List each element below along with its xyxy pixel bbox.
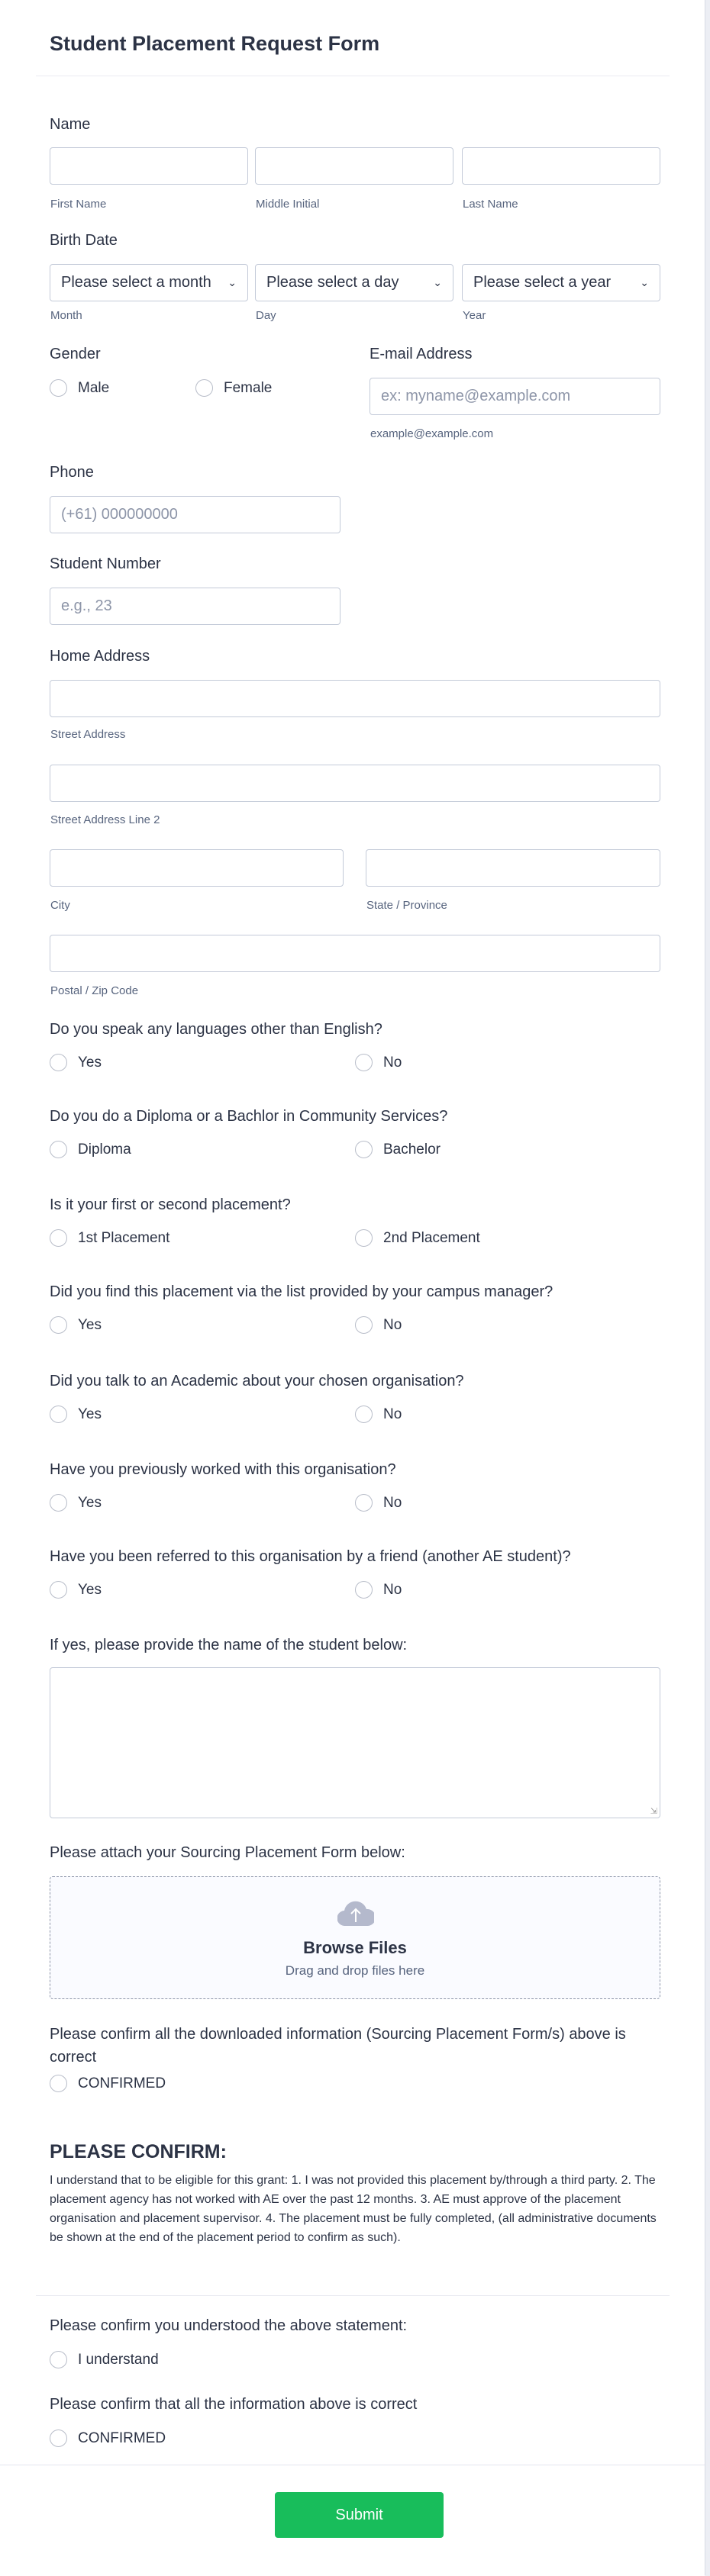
year-select[interactable] — [462, 264, 660, 301]
year-select-value: Please select a year — [473, 274, 612, 291]
student-name-label: If yes, please provide the name of the student below: — [50, 1637, 408, 1653]
radio-label: Yes — [78, 1494, 102, 1511]
resize-handle-icon[interactable]: ⇲ — [650, 1807, 657, 1816]
question-option-radio[interactable] — [355, 1054, 402, 1071]
question-label: Do you do a Diploma or a Bachlor in Community Services? — [50, 1108, 448, 1125]
radio-label: No — [383, 1316, 402, 1333]
phone-input[interactable] — [50, 496, 340, 533]
radio-label: Yes — [78, 1316, 102, 1333]
question-option-radio[interactable] — [355, 1406, 402, 1423]
radio-circle-icon — [50, 2351, 67, 2368]
city-sublabel: City — [50, 899, 70, 912]
form-title: Student Placement Request Form — [50, 32, 380, 55]
street-address-line2-sublabel: Street Address Line 2 — [50, 813, 160, 826]
radio-label: No — [383, 1581, 402, 1598]
phone-label: Phone — [50, 464, 94, 481]
street-address-sublabel: Street Address — [50, 728, 126, 741]
confirm-download-radio[interactable] — [50, 2075, 166, 2092]
email-sublabel: example@example.com — [370, 427, 494, 440]
question-option-radio[interactable] — [355, 1581, 402, 1599]
radio-label: Yes — [78, 1406, 102, 1422]
browse-files-button[interactable]: Browse Files — [303, 1938, 407, 1957]
radio-circle-icon — [355, 1581, 373, 1599]
question-label: Did you find this placement via the list provided by your campus manager? — [50, 1283, 553, 1300]
radio-label: 2nd Placement — [383, 1229, 480, 1246]
radio-label: No — [383, 1494, 402, 1511]
confirm-all-label: Please confirm that all the information above is correct — [50, 2396, 418, 2413]
radio-circle-icon — [355, 1316, 373, 1334]
radio-circle-icon — [355, 1229, 373, 1247]
question-option-radio[interactable] — [355, 1494, 402, 1512]
file-upload-dropzone[interactable] — [50, 1876, 660, 1999]
form-footer — [0, 2465, 705, 2576]
student-number-label: Student Number — [50, 555, 161, 572]
confirm-download-label: Please confirm all the downloaded information (Sourcing Placement Form/s) above is correct — [50, 2026, 626, 2066]
radio-circle-icon — [50, 1581, 67, 1599]
last-name-sublabel: Last Name — [463, 198, 518, 211]
question-option-radio[interactable] — [355, 1141, 441, 1158]
radio-circle-icon — [50, 1316, 67, 1334]
chevron-down-icon: ⌄ — [228, 276, 237, 288]
middle-initial-input[interactable] — [255, 147, 453, 185]
street-address-line2-input[interactable] — [50, 765, 660, 802]
statement-divider — [36, 2295, 670, 2296]
month-sublabel: Month — [50, 309, 82, 322]
question-label: Do you speak any languages other than English? — [50, 1021, 382, 1038]
radio-circle-icon — [50, 1054, 67, 1071]
first-name-input[interactable] — [50, 147, 248, 185]
student-number-input[interactable] — [50, 588, 340, 625]
middle-initial-sublabel: Middle Initial — [256, 198, 320, 211]
month-select-value: Please select a month — [61, 274, 211, 291]
radio-circle-icon — [355, 1406, 373, 1423]
radio-label: Yes — [78, 1581, 102, 1598]
radio-label: Bachelor — [383, 1141, 441, 1158]
postal-code-sublabel: Postal / Zip Code — [50, 984, 139, 997]
email-label: E-mail Address — [370, 346, 473, 362]
radio-label: Female — [224, 379, 273, 396]
radio-circle-icon — [355, 1494, 373, 1512]
question-option-radio[interactable] — [50, 1494, 102, 1512]
question-option-radio[interactable] — [355, 1229, 480, 1247]
name-label: Name — [50, 116, 91, 133]
question-option-radio[interactable] — [50, 1229, 169, 1247]
first-name-sublabel: First Name — [50, 198, 107, 211]
email-placeholder: ex: myname@example.com — [381, 388, 571, 404]
radio-circle-icon — [195, 379, 213, 397]
last-name-input[interactable] — [462, 147, 660, 185]
radio-circle-icon — [50, 379, 67, 397]
phone-placeholder: (+61) 000000000 — [61, 506, 178, 523]
student-number-placeholder: e.g., 23 — [61, 597, 112, 614]
birth-date-label: Birth Date — [50, 232, 118, 249]
month-select[interactable] — [50, 264, 248, 301]
question-label: Did you talk to an Academic about your chosen organisation? — [50, 1373, 464, 1389]
radio-circle-icon — [50, 1229, 67, 1247]
radio-label: No — [383, 1054, 402, 1071]
state-input[interactable] — [366, 849, 660, 887]
confirm-all-radio[interactable] — [50, 2429, 166, 2447]
radio-circle-icon — [50, 1141, 67, 1158]
chevron-down-icon: ⌄ — [640, 276, 649, 288]
radio-circle-icon — [355, 1054, 373, 1071]
question-option-radio[interactable] — [50, 1054, 102, 1071]
drag-drop-hint: Drag and drop files here — [285, 1963, 425, 1978]
submit-button[interactable]: Submit — [275, 2492, 444, 2538]
radio-label: No — [383, 1406, 402, 1422]
year-sublabel: Year — [463, 309, 486, 322]
question-label: Is it your first or second placement? — [50, 1196, 291, 1213]
question-option-radio[interactable] — [50, 1581, 102, 1599]
radio-circle-icon — [50, 1406, 67, 1423]
student-name-textarea[interactable] — [50, 1667, 660, 1818]
radio-label: 1st Placement — [78, 1229, 170, 1246]
cloud-upload-icon — [337, 1900, 374, 1926]
understand-label: Please confirm you understood the above statement: — [50, 2317, 408, 2334]
gender-female-radio[interactable] — [195, 379, 272, 397]
street-address-input[interactable] — [50, 680, 660, 717]
day-sublabel: Day — [256, 309, 276, 322]
question-option-radio[interactable] — [355, 1316, 402, 1334]
radio-circle-icon — [50, 2429, 67, 2447]
chevron-down-icon: ⌄ — [433, 276, 442, 288]
postal-code-input[interactable] — [50, 935, 660, 972]
radio-label: Yes — [78, 1054, 102, 1071]
question-label: Have you been referred to this organisation by a friend (another AE student)? — [50, 1548, 571, 1565]
radio-label: CONFIRMED — [78, 2429, 166, 2446]
radio-circle-icon — [50, 2075, 67, 2092]
radio-label: Diploma — [78, 1141, 131, 1158]
radio-circle-icon — [355, 1141, 373, 1158]
state-sublabel: State / Province — [366, 899, 447, 912]
email-input[interactable] — [370, 378, 660, 415]
statement-heading: PLEASE CONFIRM: — [50, 2141, 227, 2162]
gender-label: Gender — [50, 346, 101, 362]
statement-text: I understand that to be eligible for this grant: 1. I was not provided this placement by/through a third party. 2. The placement agency has not worked with AE over the past 12 months. 3. AE must approve of the placement organisation and placement supervisor. 4. The placement must be fully completed, (all administrative documents be shown at the end of the placement period to confirm as such). — [50, 2174, 657, 2244]
question-option-radio[interactable] — [50, 1141, 131, 1158]
radio-label: Male — [78, 379, 110, 396]
day-select[interactable] — [255, 264, 453, 301]
understand-radio[interactable] — [50, 2351, 159, 2368]
upload-label: Please attach your Sourcing Placement Form below: — [50, 1844, 405, 1861]
radio-label: I understand — [78, 2351, 159, 2368]
city-input[interactable] — [50, 849, 344, 887]
home-address-label: Home Address — [50, 648, 150, 665]
radio-circle-icon — [50, 1494, 67, 1512]
radio-label: CONFIRMED — [78, 2075, 166, 2091]
question-option-radio[interactable] — [50, 1316, 102, 1334]
question-option-radio[interactable] — [50, 1406, 102, 1423]
day-select-value: Please select a day — [266, 274, 399, 291]
gender-male-radio[interactable] — [50, 379, 109, 397]
question-label: Have you previously worked with this organisation? — [50, 1461, 396, 1478]
